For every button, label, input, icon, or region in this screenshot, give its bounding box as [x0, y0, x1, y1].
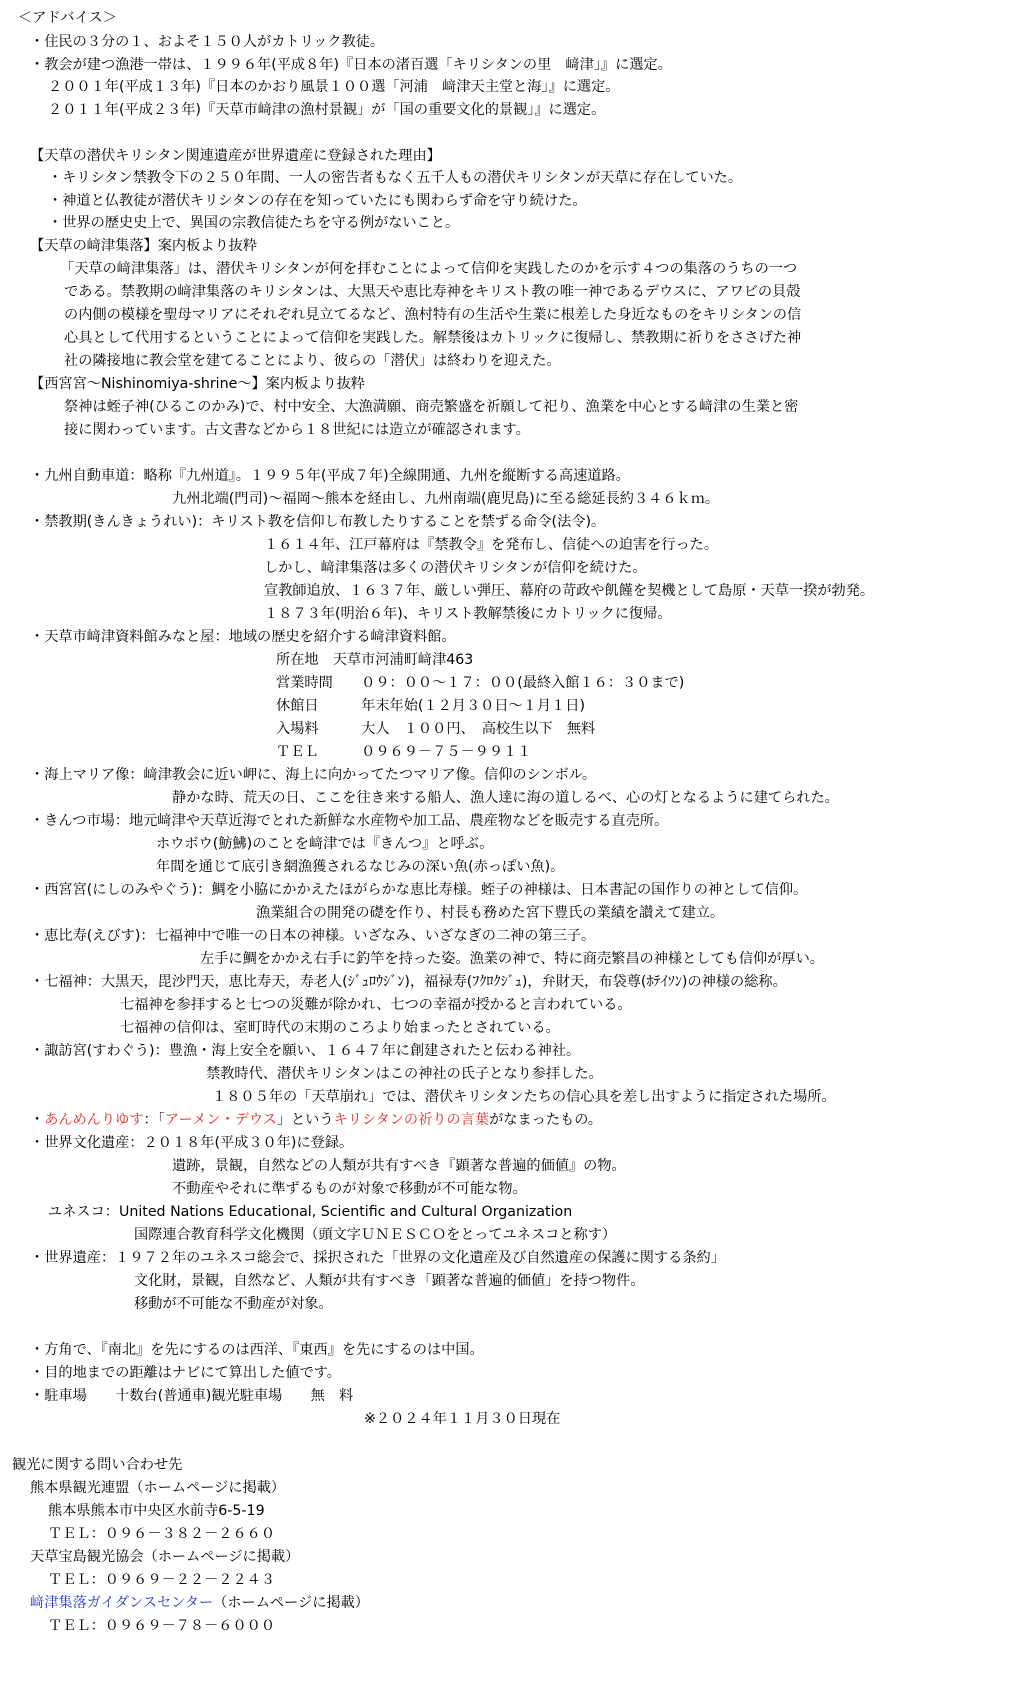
- glossary-line: ・禁教期(きんきょうれい)：キリスト教を信仰し布教したりすることを禁ずる命令(法令)。: [30, 514, 606, 530]
- bullet: ・: [30, 1112, 45, 1128]
- glossary-line: ・七福神：大黒天，毘沙門天，恵比寿天，寿老人(ｼﾞｭﾛｳｼﾞﾝ)，福禄寿(ﾌｸﾛｸｼﾞｭ)，弁財天，布袋尊(ﾎﾃｲｿﾝ)の神様の総称。: [30, 974, 787, 990]
- glossary-line: 遺跡，景観，自然などの人類が共有すべき『顕著な普遍的価値』の物。: [172, 1158, 626, 1174]
- sakitsu-text: 心具として代用するということによって信仰を実践した。解禁後はカトリックに復帰し、禁教期に祈りをささげた神: [64, 330, 802, 346]
- amakusa-tel: ＴＥＬ：０９６９－２２－２２４３: [48, 1572, 276, 1588]
- note-line: ・目的地までの距離はナビにて算出した値です。: [30, 1365, 341, 1381]
- kumamoto-tel: ＴＥＬ：０９６－３８２－２６６０: [48, 1526, 276, 1542]
- heritage-item: ・世界の歴史史上で、異国の宗教信徒たちを守る例がないこと。: [48, 215, 460, 231]
- nishinomiya-text: 祭神は蛭子神(ひるこのかみ)で、村中安全、大漁満願、商売繁盛を祈願して祀り、漁業を中心とする﨑津の生業と密: [64, 399, 799, 415]
- glossary-line: 禁教時代、潜伏キリシタンはこの神社の氏子となり参拝した。: [206, 1066, 603, 1082]
- prayer-words-text: キリシタンの祈りの言葉: [333, 1112, 490, 1128]
- glossary-line: 静かな時、荒天の日、ここを往き来する船人、漁人達に海の道しるべ、心の灯となるように建てられた。: [172, 790, 839, 806]
- glossary-line: ・九州自動車道：略称『九州道』。１９９５年(平成７年)全線開通、九州を縦断する高速道路。: [30, 468, 630, 484]
- quote-close: 」: [276, 1112, 291, 1128]
- nishinomiya-text: 接に関わっています。古文書などから１８世紀には造立が確認されます。: [64, 422, 530, 438]
- intro-line: ２０１１年(平成２３年)『天草市﨑津の漁村景観」が「国の重要文化的景観」』に選定。: [48, 102, 606, 118]
- glossary-line: １６１４年、江戸幕府は『禁教令』を発布し、信徒への迫害を行った。: [264, 537, 719, 553]
- sakitsu-text: である。禁教期の﨑津集落のキリシタンは、大黒天や恵比寿神をキリスト教の唯一神であるデウスに、アワビの貝殻: [64, 284, 801, 300]
- glossary-line: 国際連合教育科学文化機関（頭文字ＵＮＥＳＣＯをとってユネスコと称す）: [134, 1227, 617, 1243]
- glossary-line: ・きんつ市場：地元﨑津や天草近海でとれた新鮮な水産物や加工品、農産物などを販売する直売所。: [30, 813, 669, 829]
- heritage-item: ・キリシタン禁教令下の２５０年間、一人の密告者もなく五千人もの潜伏キリシタンが天草に存在していた。: [48, 170, 743, 186]
- glossary-line: 年間を通じて底引き網漁獲されるなじみの深い魚(赤っぽい魚)。: [156, 859, 565, 875]
- toiu-text: という: [290, 1112, 334, 1128]
- glossary-line: 不動産やそれに準ずるものが対象で移動が不可能な物。: [172, 1181, 527, 1197]
- glossary-line: ・諏訪宮(すわぐう)：豊漁・海上安全を願い、１６４７年に創建されたと伝わる神社。: [30, 1043, 581, 1059]
- glossary-line: 所在地 天草市河浦町﨑津463: [276, 652, 474, 668]
- glossary-line: 左手に鯛をかかえ右手に釣竿を持った姿。漁業の神で、特に商売繁昌の神様としても信仰が厚い。: [200, 951, 824, 967]
- nishinomiya-heading: 【西宮宮～Nishinomiya-shrine～】案内板より抜粋: [30, 376, 366, 392]
- guidance-center-line: [30, 1593, 369, 1613]
- sakitsu-text: 社の隣接地に教会堂を建てることにより、彼らの「潜伏」は終わりを迎えた。: [64, 353, 561, 369]
- glossary-line: ・世界遺産：１９７２年のユネスコ総会で、採択された「世界の文化遺産及び自然遺産の保護に関する条約」: [30, 1250, 725, 1266]
- glossary-line: ・世界文化遺産：２０１８年(平成３０年)に登録。: [30, 1135, 354, 1151]
- glossary-line: ・海上マリア像：﨑津教会に近い岬に、海上に向かってたつマリア像。信仰のシンボル。: [30, 767, 597, 783]
- glossary-line: ユネスコ：United Nations Educational, Scientific and Cultural Organization: [48, 1204, 573, 1220]
- glossary-line: 営業時間 ０９：００～１７：００(最終入館１６：３０まで): [276, 675, 685, 691]
- heritage-heading: 【天草の潜伏キリシタン関連遺産が世界遺産に登録された理由】: [30, 148, 441, 164]
- intro-line: ２００１年(平成１３年)『日本のかおり風景１００選「河浦 﨑津天主堂と海」』に選定。: [48, 79, 620, 95]
- suffix-text: がなまったもの。: [489, 1112, 602, 1128]
- glossary-line: ホウボウ(魴鮄)のことを﨑津では『きんつ』と呼ぶ。: [156, 836, 494, 852]
- glossary-line: 宣教師追放、１６３７年、厳しい弾圧、幕府の苛政や飢饉を契機として島原・天草一揆が勃発。: [264, 583, 875, 599]
- heritage-item: ・神道と仏教徒が潜伏キリシタンの存在を知っていたにも関わらず命を守り続けた。: [48, 193, 587, 209]
- colon: ：: [143, 1112, 158, 1128]
- glossary-line: ・西宮宮(にしのみやぐう)：鯛を小脇にかかえたほがらかな恵比寿様。蛭子の神様は、日本書記の国作りの神として信仰。: [30, 882, 808, 898]
- glossary-line: 移動が不可能な不動産が対象。: [134, 1296, 333, 1312]
- glossary-line: 休館日 年末年始(１２月３０日～１月１日): [276, 698, 586, 714]
- glossary-line: 七福神を参拝すると七つの災難が除かれ、七つの幸福が授かると言われている。: [120, 997, 632, 1013]
- amakusa-name: 天草宝島観光協会（ホームページに掲載）: [30, 1549, 300, 1565]
- guidance-tel: ＴＥＬ：０９６９－７８－６０００: [48, 1618, 276, 1634]
- glossary-line: ・天草市﨑津資料館みなと屋：地域の歴史を紹介する﨑津資料館。: [30, 629, 456, 645]
- contacts-heading: 観光に関する問い合わせ先: [12, 1457, 183, 1473]
- sakitsu-text: 「天草の﨑津集落」は、潜伏キリシタンが何を拝むことによって信仰を実践したのかを示す４つの集落のうちの一つ: [60, 261, 798, 277]
- glossary-line: ＴＥＬ ０９６９－７５－９９１１: [276, 744, 532, 760]
- kumamoto-name: 熊本県観光連盟（ホームページに掲載）: [30, 1480, 286, 1496]
- advice-header: ＜アドバイス＞: [18, 10, 117, 26]
- as-of-date: ※２０２４年１１月３０日現在: [364, 1411, 561, 1427]
- anmenriyusu-line: [30, 1110, 602, 1130]
- glossary-line: 入場料 大人 １００円、 高校生以下 無料: [276, 721, 596, 737]
- sakitsu-heading: 【天草の﨑津集落】案内板より抜粋: [30, 238, 258, 254]
- sakitsu-text: の内側の模様を聖母マリアにそれぞれ見立てるなど、漁村特有の生活や生業に根差した身近なものをキリシタンの信: [64, 307, 802, 323]
- glossary-line: ・恵比寿(えびす)：七福神中で唯一の日本の神様。いざなみ、いざなぎの二神の第三子。: [30, 928, 596, 944]
- kumamoto-address: 熊本県熊本市中央区水前寺6-5-19: [48, 1503, 265, 1519]
- amen-deus-text: アーメン・デウス: [164, 1112, 277, 1128]
- glossary-line: １８０５年の「天草崩れ」では、潜伏キリシタンたちの信心具を差し出すように指定された場所。: [212, 1089, 836, 1105]
- guidance-center-link[interactable]: 﨑津集落ガイダンスセンター: [30, 1595, 214, 1611]
- glossary-line: 七福神の信仰は、室町時代の末期のころより始まったとされている。: [120, 1020, 560, 1036]
- note-line: ・方角で、『南北』を先にするのは西洋、『東西』を先にするのは中国。: [30, 1342, 484, 1358]
- glossary-line: しかし、﨑津集落は多くの潜伏キリシタンが信仰を続けた。: [264, 560, 647, 576]
- glossary-line: １８７３年(明治６年)、キリスト教解禁後にカトリックに復帰。: [264, 606, 672, 622]
- guidance-suffix: （ホームページに掲載）: [213, 1595, 369, 1611]
- intro-line: ・住民の３分の１、およそ１５０人がカトリック教徒。: [30, 34, 385, 50]
- glossary-line: 九州北端(門司)～福岡～熊本を経由し、九州南端(鹿児島)に至る総延長約３４６ｋｍ。: [172, 491, 720, 507]
- anmenriyusu-term: あんめんりゆす: [44, 1112, 144, 1128]
- quote-open: 「: [157, 1112, 165, 1128]
- glossary-line: 漁業組合の開発の礎を作り、村長も務めた宮下豊氏の業績を讃えて建立。: [256, 905, 725, 921]
- note-line: ・駐車場 十数台(普通車)観光駐車場 無 料: [30, 1388, 354, 1404]
- glossary-line: 文化財，景観，自然など、人類が共有すべき「顕著な普遍的価値」を持つ物件。: [134, 1273, 645, 1289]
- intro-line: ・教会が建つ漁港一帯は、１９９６年(平成８年)『日本の渚百選「キリシタンの里 﨑津」』に選定。: [30, 57, 672, 73]
